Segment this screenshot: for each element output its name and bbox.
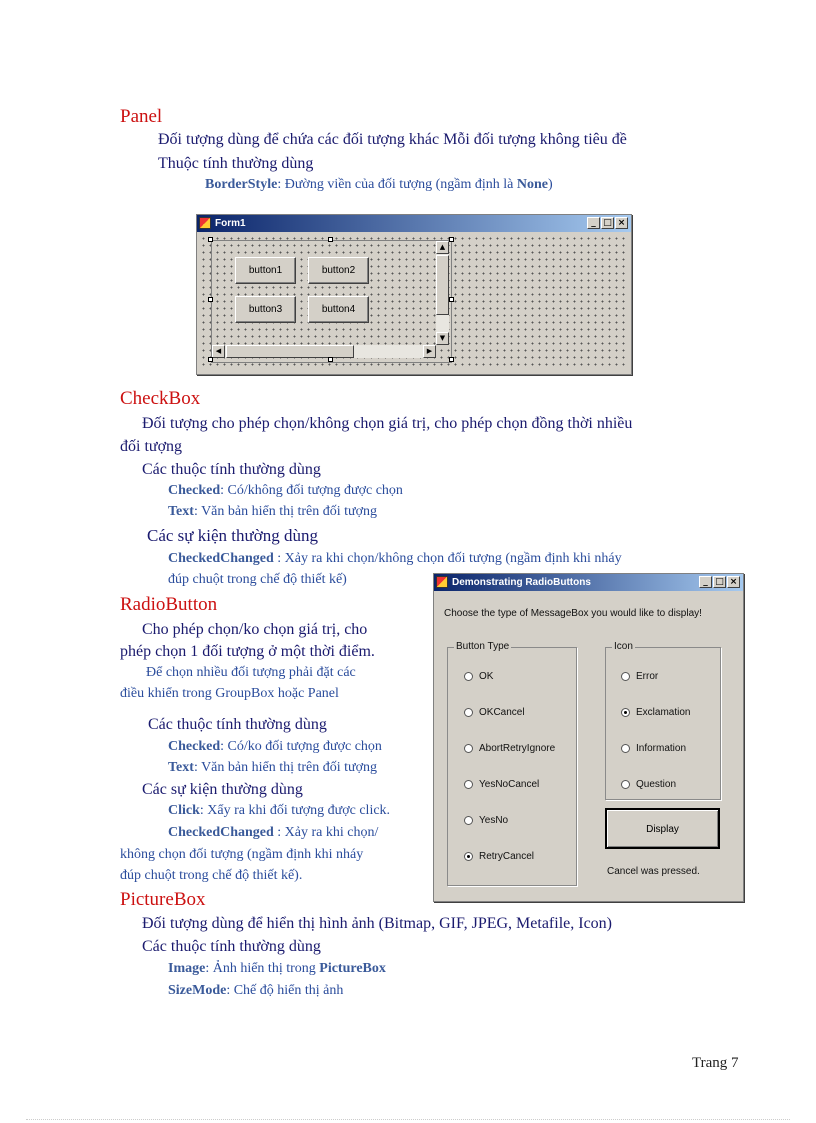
maximize-icon[interactable]: □: [601, 217, 614, 229]
picturebox-heading: PictureBox: [120, 889, 206, 910]
scroll-right-icon[interactable]: ▶: [423, 345, 436, 358]
radiobutton-event-checkedchanged: [168, 825, 378, 841]
event-name: Click: [168, 803, 200, 818]
radio-label: AbortRetryIgnore: [479, 743, 556, 754]
status-label: Cancel was pressed.: [607, 866, 700, 877]
radiobutton-note-line2: điều khiển trong GroupBox hoặc Panel: [120, 686, 339, 701]
radio-label: YesNoCancel: [479, 779, 540, 790]
close-icon[interactable]: ×: [727, 576, 740, 588]
checkbox-description-line1: Đối tượng cho phép chọn/không chọn giá trị, cho phép chọn đồng thời nhiều: [142, 415, 633, 432]
checkbox-prop-checked: [168, 483, 403, 499]
checkbox-events-heading: Các sự kiện thường dùng: [147, 526, 318, 545]
radiobutton-prop-checked: [168, 739, 382, 755]
close-icon[interactable]: ×: [615, 217, 628, 229]
radio-okcancel[interactable]: [464, 707, 525, 718]
radiobutton-desc-line2: phép chọn 1 đối tượng ở một thời điểm.: [120, 643, 375, 660]
picturebox-props-heading: Các thuộc tính thường dùng: [142, 938, 321, 955]
display-button[interactable]: Display: [605, 808, 720, 849]
radiobutton-prop-text: [168, 760, 377, 776]
prop-value: None: [516, 177, 549, 192]
radio-information[interactable]: [621, 743, 686, 754]
demo-titlebar[interactable]: [434, 574, 743, 591]
button2[interactable]: button2: [308, 257, 369, 284]
resize-handle[interactable]: [328, 357, 333, 362]
prop-name: Text: [168, 504, 194, 519]
radio-label: OKCancel: [479, 707, 525, 718]
checkbox-event-desc-line2: đúp chuột trong chế độ thiết kế): [168, 572, 347, 587]
radio-label: Exclamation: [636, 707, 691, 718]
button-type-legend: Button Type: [456, 641, 510, 652]
radio-retrycancel[interactable]: [464, 851, 534, 862]
picturebox-prop-image: [168, 961, 386, 977]
radio-label: RetryCancel: [479, 851, 535, 862]
vertical-scrollbar[interactable]: [436, 241, 449, 345]
radio-label: Error: [636, 671, 659, 682]
resize-handle[interactable]: [208, 357, 213, 362]
radio-label: Question: [636, 779, 677, 790]
radio-demo-window: [433, 573, 744, 902]
radiobutton-event-desc-line2: không chọn đối tượng (ngầm định khi nháy: [120, 847, 364, 862]
horizontal-scrollbar[interactable]: [212, 345, 436, 358]
radio-circle[interactable]: [464, 672, 473, 681]
radio-yesnocancel[interactable]: [464, 779, 539, 790]
radiobutton-event-desc-line3: đúp chuột trong chế độ thiết kế).: [120, 868, 303, 883]
form1-window: [196, 214, 632, 375]
scroll-up-icon[interactable]: ▲: [436, 241, 449, 254]
prop-desc: : Ảnh hiển thị trong: [205, 961, 320, 976]
radiobutton-events-heading: Các sự kiện thường dùng: [142, 781, 303, 798]
button1[interactable]: button1: [235, 257, 296, 284]
prop-name: Image: [168, 961, 206, 976]
panel-prop-borderstyle: [205, 177, 553, 193]
page-number: Trang 7: [692, 1055, 739, 1071]
resize-handle[interactable]: [449, 357, 454, 362]
prop-name: SizeMode: [168, 983, 227, 998]
radio-circle[interactable]: [621, 780, 630, 789]
checkbox-event-checkedchanged: [168, 551, 622, 567]
radio-abortretryignore[interactable]: [464, 743, 555, 754]
radiobutton-note-line1: Để chọn nhiều đối tượng phải đặt các: [146, 665, 356, 680]
form-icon: [199, 217, 211, 229]
prop-desc: : Có/không đối tượng được chọn: [220, 483, 403, 498]
minimize-icon[interactable]: _: [587, 217, 600, 229]
prop-desc: : Văn bản hiển thị trên đối tượng: [193, 504, 378, 519]
resize-handle[interactable]: [449, 237, 454, 242]
radio-circle[interactable]: [464, 744, 473, 753]
prop-name: BorderStyle: [205, 177, 278, 192]
minimize-icon[interactable]: _: [699, 576, 712, 588]
radio-error[interactable]: [621, 671, 658, 682]
resize-handle[interactable]: [208, 237, 213, 242]
form1-titlebar[interactable]: [197, 215, 631, 232]
radio-circle-selected[interactable]: [464, 852, 473, 861]
page-bottom-divider: [26, 1119, 790, 1120]
event-name: CheckedChanged: [168, 551, 274, 566]
radiobutton-desc-line1: Cho phép chọn/ko chọn giá trị, cho: [142, 621, 368, 638]
radio-circle[interactable]: [464, 708, 473, 717]
checkbox-description-line2: đối tượng: [120, 438, 183, 455]
resize-handle[interactable]: [449, 297, 454, 302]
prop-desc: : Văn bản hiển thị trên đối tượng: [193, 760, 378, 775]
radio-label: OK: [479, 671, 494, 682]
demo-title: Demonstrating RadioButtons: [452, 577, 591, 588]
panel-props-heading: Thuộc tính thường dùng: [158, 155, 314, 172]
scroll-thumb[interactable]: [436, 255, 449, 315]
event-desc: : Xảy ra khi chọn/không chọn đối tượng (ngầm định khi nháy: [273, 551, 622, 566]
panel-heading: Panel: [120, 106, 163, 127]
resize-handle[interactable]: [208, 297, 213, 302]
prop-desc: : Chế độ hiển thị ảnh: [226, 983, 344, 998]
prop-name: Checked: [168, 739, 221, 754]
radio-yesno[interactable]: [464, 815, 508, 826]
resize-handle[interactable]: [328, 237, 333, 242]
button4[interactable]: button4: [308, 296, 369, 323]
checkbox-prop-text: [168, 504, 377, 520]
radiobutton-event-click: [168, 803, 390, 819]
radio-circle-selected[interactable]: [621, 708, 630, 717]
prop-desc: : Đường viền của đối tượng (ngầm định là: [277, 177, 517, 192]
prop-value: PictureBox: [319, 961, 386, 976]
radio-label: YesNo: [479, 815, 509, 826]
checkbox-props-heading: Các thuộc tính thường dùng: [142, 461, 321, 478]
maximize-icon[interactable]: □: [713, 576, 726, 588]
checkbox-heading: CheckBox: [120, 388, 201, 409]
button3[interactable]: button3: [235, 296, 296, 323]
radiobutton-props-heading: Các thuộc tính thường dùng: [148, 716, 327, 733]
radio-circle[interactable]: [464, 816, 473, 825]
radio-ok[interactable]: [464, 671, 493, 682]
icon-group: [605, 641, 721, 800]
hscroll-thumb[interactable]: [226, 345, 354, 358]
scroll-down-icon[interactable]: ▼: [436, 332, 449, 345]
prop-name: Text: [168, 760, 194, 775]
scroll-left-icon[interactable]: ◀: [212, 345, 225, 358]
icon-legend: Icon: [614, 641, 633, 652]
demo-prompt: Choose the type of MessageBox you would like to display!: [444, 608, 702, 619]
form-icon: [436, 576, 448, 588]
prop-desc-end: ): [548, 177, 553, 192]
prop-name: Checked: [168, 483, 221, 498]
radio-circle[interactable]: [464, 780, 473, 789]
button-type-group: [447, 641, 577, 886]
event-name: CheckedChanged: [168, 825, 274, 840]
prop-desc: : Có/ko đối tượng được chọn: [220, 739, 382, 754]
radio-circle[interactable]: [621, 744, 630, 753]
panel-description: Đối tượng dùng để chứa các đối tượng khác Mỗi đối tượng không tiêu đề: [158, 131, 627, 148]
form1-title: Form1: [215, 218, 246, 229]
picturebox-prop-sizemode: [168, 983, 343, 999]
radio-exclamation[interactable]: [621, 707, 690, 718]
event-desc: : Xẩy ra khi đối tượng được click.: [199, 803, 391, 818]
picturebox-description: Đối tượng dùng để hiển thị hình ảnh (Bitmap, GIF, JPEG, Metafile, Icon): [142, 915, 613, 932]
event-desc: : Xảy ra khi chọn/: [273, 825, 379, 840]
radio-label: Information: [636, 743, 687, 754]
radio-circle[interactable]: [621, 672, 630, 681]
radiobutton-heading: RadioButton: [120, 594, 218, 615]
radio-question[interactable]: [621, 779, 676, 790]
